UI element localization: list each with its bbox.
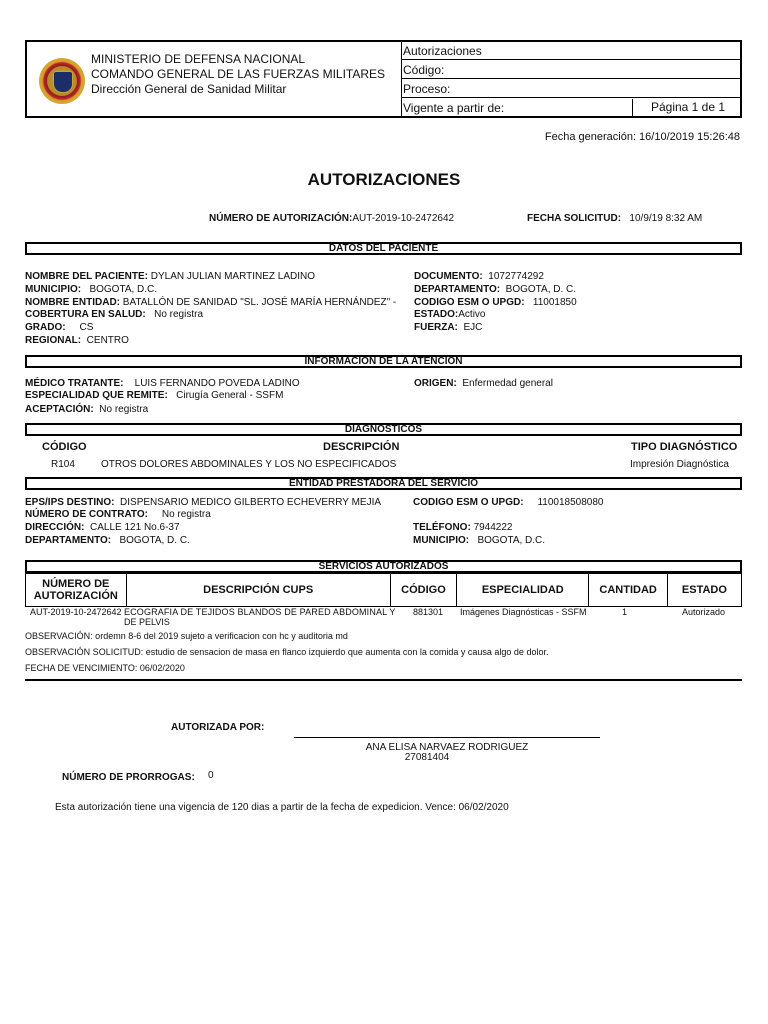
firma-nombre: ANA ELISA NARVAEZ RODRIGUEZ bbox=[365, 742, 529, 753]
paciente-cobertura: COBERTURA EN SALUD: No registra bbox=[25, 309, 203, 320]
diag-col-codigo: CÓDIGO bbox=[42, 441, 87, 453]
page-title: AUTORIZACIONES bbox=[307, 170, 461, 189]
paciente-estado: ESTADO:Activo bbox=[414, 309, 486, 320]
atencion-especialidad: ESPECIALIDAD QUE REMITE: Cirugía General - SSFM bbox=[25, 390, 284, 401]
diag-col-tipo: TIPO DIAGNÓSTICO bbox=[631, 441, 738, 453]
prorrogas-value: 0 bbox=[208, 770, 214, 781]
svc-col-cantidad: CANTIDAD bbox=[589, 574, 667, 607]
observacion-solicitud: OBSERVACIÓN SOLICITUD: estudio de sensacion de masa en flanco izquierdo que aumenta con la comida y causa algo de dolor. bbox=[25, 647, 549, 657]
section-diagnosticos: DIAGNOSTICOS bbox=[25, 423, 742, 436]
atencion-aceptacion: ACEPTACIÓN: No registra bbox=[25, 404, 149, 415]
org-line-3: Dirección General de Sanidad Militar bbox=[91, 82, 287, 96]
entidad-direccion: DIRECCIÓN: CALLE 121 No.6-37 bbox=[25, 522, 180, 533]
header-info-block bbox=[402, 42, 742, 116]
fecha-solicitud-label: FECHA SOLICITUD: bbox=[527, 213, 622, 224]
vigencia-text: Esta autorización tiene una vigencia de 120 dias a partir de la fecha de expedicion. Vence: 06/02/2020 bbox=[55, 802, 509, 813]
atencion-origen: ORIGEN: Enfermedad general bbox=[414, 378, 553, 389]
entidad-telefono: TELÉFONO: 7944222 bbox=[413, 522, 513, 533]
header-org-block bbox=[27, 42, 402, 116]
fecha-vencimiento: FECHA DE VENCIMIENTO: 06/02/2020 bbox=[25, 663, 185, 673]
section-divider bbox=[25, 679, 742, 681]
autorizada-por-label: AUTORIZADA POR: bbox=[171, 722, 265, 733]
svc-row-codigo: 881301 bbox=[413, 607, 444, 617]
observacion: OBSERVACIÓN: ordemn 8-6 del 2019 sujeto a verificacion con hc y auditoria md bbox=[25, 631, 348, 641]
signature-line bbox=[294, 737, 600, 738]
svc-row-estado: Autorizado bbox=[682, 607, 726, 617]
diag-col-descripcion: DESCRIPCIÓN bbox=[323, 441, 400, 453]
paciente-departamento: DEPARTAMENTO: BOGOTA, D. C. bbox=[414, 284, 577, 295]
servicios-table bbox=[25, 573, 742, 607]
paciente-grado: GRADO: CS bbox=[25, 322, 94, 333]
paciente-municipio: MUNICIPIO: BOGOTA, D.C. bbox=[25, 284, 158, 295]
paciente-nombre: NOMBRE DEL PACIENTE: DYLAN JULIAN MARTINEZ LADINO bbox=[25, 271, 316, 282]
numero-autorizacion bbox=[209, 213, 454, 224]
entidad-municipio: MUNICIPIO: BOGOTA, D.C. bbox=[413, 535, 546, 546]
fecha-generacion: Fecha generación: 16/10/2019 15:26:48 bbox=[544, 131, 740, 143]
fecha-solicitud-value: 10/9/19 8:32 AM bbox=[629, 213, 703, 224]
section-entidad-prestadora: ENTIDAD PRESTADORA DEL SERVICIO bbox=[25, 477, 742, 490]
paciente-entidad: NOMBRE ENTIDAD: BATALLÓN DE SANIDAD "SL. JOSÉ MARÍA HERNÁNDEZ" - bbox=[25, 297, 397, 308]
firma-documento: 27081404 bbox=[404, 752, 450, 763]
section-servicios-autorizados: SERVICIOS AUTORIZADOS bbox=[25, 560, 742, 573]
diag-row-descripcion: OTROS DOLORES ABDOMINALES Y LOS NO ESPECIFICADOS bbox=[101, 459, 397, 470]
diag-row-codigo: R104 bbox=[51, 459, 75, 470]
header-cell-proceso: Proceso: bbox=[402, 80, 742, 98]
paciente-esm: CODIGO ESM O UPGD: 11001850 bbox=[414, 297, 577, 308]
svc-col-estado: ESTADO bbox=[667, 574, 741, 607]
prorrogas-label: NÚMERO DE PRORROGAS: bbox=[62, 772, 195, 783]
section-informacion-atencion: INFORMACION DE LA ATENCION bbox=[25, 355, 742, 368]
svc-row-descripcion-2: DE PELVIS bbox=[124, 617, 170, 627]
svc-col-especialidad: ESPECIALIDAD bbox=[457, 574, 589, 607]
entidad-eps: EPS/IPS DESTINO: DISPENSARIO MEDICO GILBERTO ECHEVERRY MEJIA bbox=[25, 497, 382, 508]
numero-autorizacion-value: AUT-2019-10-2472642 bbox=[352, 213, 455, 224]
document-header bbox=[25, 40, 742, 118]
military-seal-icon bbox=[39, 58, 85, 104]
svc-row-numero: AUT-2019-10-2472642 bbox=[30, 607, 122, 617]
org-line-2: COMANDO GENERAL DE LAS FUERZAS MILITARES bbox=[91, 67, 386, 81]
header-cell-autorizaciones: Autorizaciones bbox=[402, 42, 742, 60]
entidad-contrato: NÚMERO DE CONTRATO: No registra bbox=[25, 509, 211, 520]
page-number: Página 1 de 1 bbox=[632, 99, 743, 118]
header-cell-codigo: Código: bbox=[402, 61, 742, 79]
svc-row-descripcion-1: ECOGRAFIA DE TEJIDOS BLANDOS DE PARED ABDOMINAL Y bbox=[124, 607, 396, 617]
section-datos-paciente: DATOS DEL PACIENTE bbox=[25, 242, 742, 255]
numero-autorizacion-label: NÚMERO DE AUTORIZACIÓN: bbox=[209, 213, 353, 224]
svc-col-descripcion: DESCRIPCIÓN CUPS bbox=[126, 574, 390, 607]
svc-row-cantidad: 1 bbox=[622, 607, 628, 617]
svc-row-especialidad: Imágenes Diagnósticas - SSFM bbox=[460, 607, 587, 617]
entidad-departamento: DEPARTAMENTO: BOGOTA, D. C. bbox=[25, 535, 190, 546]
svc-col-codigo: CÓDIGO bbox=[390, 574, 456, 607]
paciente-documento: DOCUMENTO: 1072774292 bbox=[414, 271, 544, 282]
entidad-esm: CODIGO ESM O UPGD: 110018508080 bbox=[413, 497, 604, 508]
paciente-regional: REGIONAL: CENTRO bbox=[25, 335, 129, 346]
diag-row-tipo: Impresión Diagnóstica bbox=[630, 459, 729, 470]
atencion-medico: MÉDICO TRATANTE: LUIS FERNANDO POVEDA LADINO bbox=[25, 378, 300, 389]
svc-col-numero: NÚMERO DE AUTORIZACIÓN bbox=[26, 574, 127, 607]
header-cell-vigente: Vigente a partir de: bbox=[403, 101, 505, 115]
fecha-solicitud bbox=[527, 213, 702, 224]
org-line-1: MINISTERIO DE DEFENSA NACIONAL bbox=[91, 52, 306, 66]
servicios-header-row bbox=[26, 574, 742, 607]
paciente-fuerza: FUERZA: EJC bbox=[414, 322, 483, 333]
